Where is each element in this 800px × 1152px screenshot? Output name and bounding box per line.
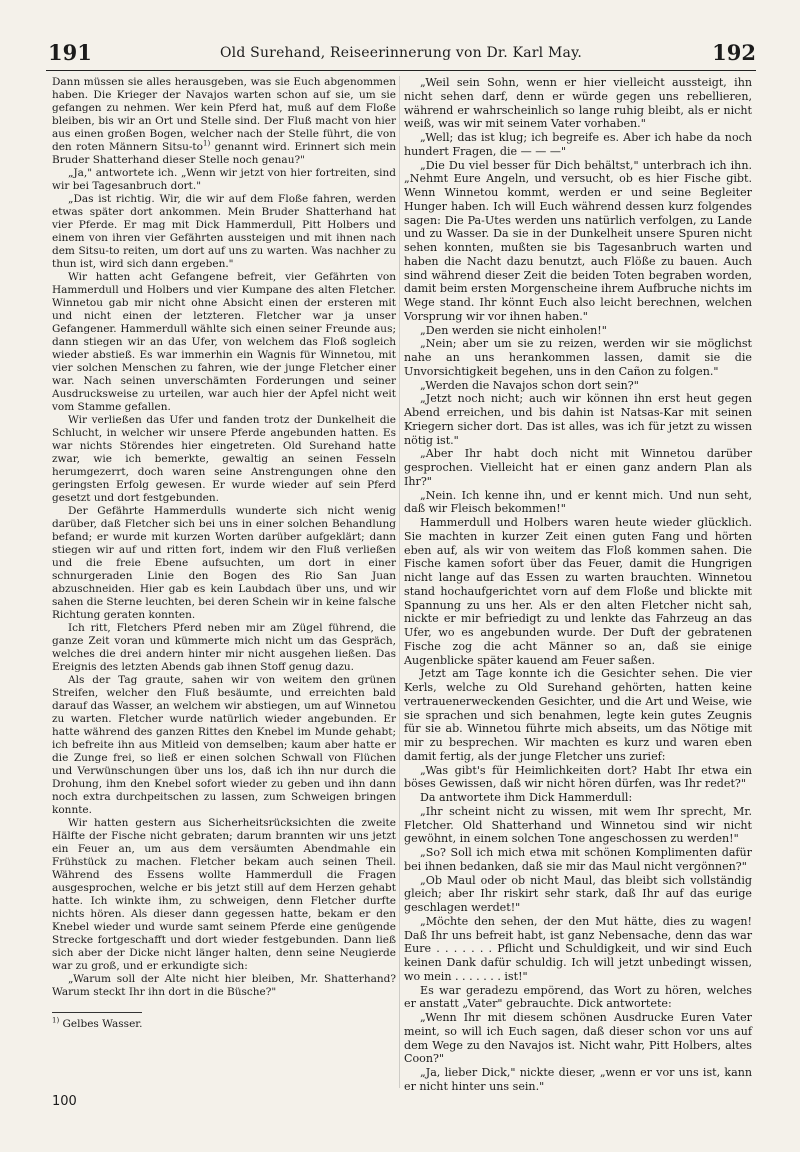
footnote-marker: 1) bbox=[202, 139, 211, 148]
paragraph: „Ihr scheint nicht zu wissen, mit wem Ihr sprecht, Mr. Fletcher. Old Shatterhand und Winnetou sind wir nicht gewöhnt, in einem solchen Tone angeschossen zu werden!" bbox=[404, 804, 752, 846]
paragraph: „Ob Maul oder ob nicht Maul, das bleibt sich vollständig gleich; aber Ihr riskirt sehr stark, daß Ihr auf das eurige geschlagen werdet!" bbox=[404, 873, 752, 914]
footnote-number: 1) bbox=[52, 1016, 60, 1025]
page-number-left: 191 bbox=[48, 40, 92, 65]
paragraph: „Was gibt's für Heimlichkeiten dort? Habt Ihr etwa ein böses Gewissen, daß wir nicht hören dürfen, was Ihr redet?" bbox=[404, 763, 752, 791]
running-title: Old Surehand, Reiseerinnerung von Dr. Karl May. bbox=[220, 45, 582, 61]
paragraph: Da antwortete ihm Dick Hammerdull: bbox=[420, 791, 633, 804]
paragraph: Jetzt am Tage konnte ich die Gesichter sehen. Die vier Kerls, welche zu Old Surehand gehörten, hatten keine vertrauenerweckenden Gesichter, und die Art und Weise, wie sie sprachen und sich benahmen, legte kein gutes Zeugnis für sie ab. Winnetou führte mich abseits, um das Nötige mit mir zu besprechen. Wir machten es kurz und waren eben damit fertig, als der junge Fletcher uns zurief: bbox=[404, 667, 752, 763]
paragraph: „Weil sein Sohn, wenn er hier vielleicht aussteigt, ihn nicht sehen darf, denn er würde gegen uns rebellieren, während er wahrscheinlich so lange ruhig bleibt, als er nicht weiß, was wir mit seinem Vater vorhaben." bbox=[404, 76, 752, 131]
footnote-text: Gelbes Wasser. bbox=[59, 1018, 143, 1030]
paragraph: „Ja," antwortete ich. „Wenn wir jetzt von hier fortreiten, sind wir bei Tagesanbruch dort." bbox=[52, 167, 396, 192]
paragraph: „Das ist richtig. Wir, die wir auf dem Floße fahren, werden etwas später dort ankommen. Mein Bruder Shatterhand hat vier Pferde. Er mag mit Dick Hammerdull, Pitt Holbers und einem von ihren vier Gefährten aussteigen und mit ihnen nach dem Sitsu-to reiten, um dort auf uns zu warten. Was nachher zu thun ist, wird sich dann ergeben." bbox=[52, 193, 396, 270]
paragraph: Hammerdull und Holbers waren heute wieder glücklich. Sie machten in kurzer Zeit einen guten Fang und hörten eben auf, als wir von weitem das Floß kommen sahen. Die Fische kamen sofort über das Feuer, damit die Hungrigen nicht lange auf das Essen zu warten brauchten. Winnetou stand hochaufgerichtet vorn auf dem Floße und blickte mit Spannung zu uns her. Als er den alten Fletcher nicht sah, nickte er mir befriedigt zu und lenkte das Fahrzeug an das Ufer, wo es angebunden wurde. Der Duft der gebratenen Fische zog die acht Männer so an, daß sie einige Augenblicke später kauend am Feuer saßen. bbox=[404, 516, 752, 667]
paragraph: „Ja, lieber Dick," nickte dieser, „wenn er vor uns ist, kann er nicht hinter uns sein." bbox=[404, 1066, 752, 1093]
paragraph: Es war geradezu empörend, das Wort zu hören, welches er anstatt „Vater" gebrauchte. Dick antwortete: bbox=[404, 983, 752, 1011]
text-column-left bbox=[52, 76, 396, 999]
paragraph: „Werden die Navajos schon dort sein?" bbox=[420, 378, 639, 392]
paragraph: „Die Du viel besser für Dich behältst," unterbrach ich ihn. „Nehmt Eure Angeln, und versucht, ob es hier Fische gibt. Wenn Winnetou kommt, werden er und seine Begleiter Hunger haben. Ich will Euch während dessen kurz folgendes sagen: Die Pa-Utes werden uns natürlich verfolgen, zu Lande und zu Wasser. Da sie in der Dunkelheit unsere Spuren nicht sehen konnten, mußten sie bis Tagesanbruch warten und haben die Nacht dazu benutzt, auch Flöße zu bauen. Auch sind während dieser Zeit die beiden Toten begraben worden, damit beim ersten Morgenscheine ihrem Aufbruche nichts im Wege stand. Ihr könnt Euch also leicht berechnen, welchen Vorsprung wir vor ihnen haben." bbox=[404, 158, 752, 323]
paragraph: Wir hatten acht Gefangene befreit, vier Gefährten von Hammerdull und Holbers und vier Kumpane des alten Fletcher. Winnetou gab mir nicht ohne Absicht einen der ersteren mit und nicht einen der letzteren. Fletcher war ja unser Gefangener. Hammerdull wählte sich einen seiner Freunde aus; dann stiegen wir an das Ufer, von welchem das Floß sogleich wieder abstieß. Es war immerhin ein Wagnis für Winnetou, mit vier solchen Menschen zu fahren, wie der junge Fletcher einer war. Nach seinen unverschämten Forderungen und seiner Ausdrucksweise zu urteilen, war auch hier der Apfel nicht weit vom Stamme gefallen. bbox=[52, 271, 396, 413]
paragraph-text: Dann müssen sie alles herausgeben, was sie Euch abgenommen haben. Die Krieger der Navajos warten schon auf sie, um sie gefangen zu nehmen. Wer kein Pferd hat, muß auf dem Floße bleiben, bis wir an Ort und Stelle sind. Der Fluß macht von hier aus einen großen Bogen, welcher nach der Stelle führt, die von den roten Männern Sitsu-to bbox=[52, 76, 396, 153]
folio-number: 100 bbox=[52, 1094, 77, 1109]
paragraph: „So? Soll ich mich etwa mit schönen Komplimenten dafür bei ihnen bedanken, daß sie mir das Maul nicht vergönnen?" bbox=[404, 846, 752, 873]
paragraph: „Well; das ist klug; ich begreife es. Aber ich habe da noch hundert Fragen, die — — —" bbox=[404, 131, 752, 158]
paragraph: Als der Tag graute, sahen wir von weitem den grünen Streifen, welcher den Fluß besäumte, und erreichten bald darauf das Wasser, an welchem wir abstiegen, um auf Winnetou zu warten. Fletcher wurde natürlich wieder angebunden. Er hatte während des ganzen Rittes den Knebel im Munde gehabt; ich befreite ihn aus Mitleid von demselben; kaum aber hatte er die Zunge frei, so ließ er einen solchen Schwall von Flüchen und Verwünschungen über uns los, daß ich ihn nur durch die Drohung, ihm den Knebel sofort wieder zu geben und ihn dann noch extra durchpeitschen zu lassen, zum Schweigen bringen konnte. bbox=[52, 674, 396, 816]
paragraph: „Wenn Ihr mit diesem schönen Ausdrucke Euren Vater meint, so will ich Euch sagen, daß dieser schon vor uns auf dem Wege zu den Navajos ist. Nicht wahr, Pitt Holbers, altes Coon?" bbox=[404, 1011, 752, 1066]
paragraph: „Nein. Ich kenne ihn, und er kennt mich. Und nun seht, daß wir Fleisch bekommen!" bbox=[404, 488, 752, 516]
paragraph: „Jetzt noch nicht; auch wir können ihn erst heut gegen Abend erreichen, und bis dahin ist Natsas-Kar mit seinen Kriegern sicher dort. Das ist alles, was ich für jetzt zu wissen nötig ist." bbox=[404, 392, 752, 447]
page-number-right: 192 bbox=[712, 40, 756, 65]
paragraph: „Nein; aber um sie zu reizen, werden wir sie möglichst nahe an uns herankommen lassen, damit sie die Unvorsichtigkeit begehen, uns in den Cañon zu folgen." bbox=[404, 337, 752, 378]
paragraph: „Möchte den sehen, der den Mut hätte, dies zu wagen! Daß Ihr uns befreit habt, ist ganz Nebensache, denn das war Eure . . . . . . . Pflicht und Schuldigkeit, und wir sind Euch keinen Dank dafür schuldig. Ich will jetzt unbedingt wissen, wo mein . . . . . . . ist!" bbox=[404, 914, 752, 983]
column-divider bbox=[399, 76, 400, 1088]
paragraph: „Aber Ihr habt doch nicht mit Winnetou darüber gesprochen. Vielleicht hat er einen ganz andern Plan als Ihr?" bbox=[404, 447, 752, 488]
paragraph: „Den werden sie nicht einholen!" bbox=[420, 323, 607, 337]
footnote bbox=[52, 1018, 142, 1031]
paragraph: Wir verließen das Ufer und fanden trotz der Dunkelheit die Schlucht, in welcher wir unsere Pferde angebunden hatten. Es war nichts Störendes hier eingetreten. Old Surehand hatte zwar, wie ich bemerkte, gewaltig an seinen Fesseln herumgezerrt, doch waren seine Anstrengungen ohne den geringsten Erfolg gewesen. Er wurde wieder auf sein Pferd gesetzt und dort festgebunden. bbox=[52, 414, 396, 504]
paragraph bbox=[52, 76, 396, 167]
text-column-right bbox=[404, 76, 752, 1094]
page-header bbox=[46, 40, 756, 71]
paragraph: Wir hatten gestern aus Sicherheitsrücksichten die zweite Hälfte der Fische nicht gebraten; darum brannten wir uns jetzt ein Feuer an, um aus dem versäumten Abendmahle ein Frühstück zu machen. Fletcher bekam auch seinen Theil. Während des Essens wollte Hammerdull die Fragen ausgesprochen, welche er bis jetzt still auf dem Herzen gehabt hatte. Ich winkte ihm, zu schweigen, denn Fletcher durfte nichts hören. Als dieser dann gegessen hatte, bekam er den Knebel wieder und wurde samt seinem Pferde eine genügende Strecke fortgeschafft und dort wieder festgebunden. Dann ließ sich aber der Dicke nicht länger halten, denn seine Neugierde war zu groß, und er erkundigte sich: bbox=[52, 817, 396, 972]
paragraph: „Warum soll der Alte nicht hier bleiben, Mr. Shatterhand? Warum steckt Ihr ihn dort in die Büsche?" bbox=[52, 973, 396, 998]
paragraph: Ich ritt, Fletchers Pferd neben mir am Zügel führend, die ganze Zeit voran und kümmerte mich nicht um das Gespräch, welches die drei andern hinter mir nicht ausgehen ließen. Das Ereignis des letzten Abends gab ihnen Stoff genug dazu. bbox=[52, 622, 396, 673]
paragraph-text: genannt wird. Erinnert sich mein Bruder Shatterhand dieser Stelle noch genau?" bbox=[52, 141, 396, 166]
footnote-rule bbox=[52, 1012, 142, 1013]
paragraph: Der Gefährte Hammerdulls wunderte sich nicht wenig darüber, daß Fletcher sich bei uns in einer solchen Behandlung befand; er wurde mit kurzen Worten darüber aufgeklärt; dann stiegen wir auf und ritten fort, indem wir den Fluß verließen und die freie Ebene aufsuchten, um dort in einer schnurgeraden Linie den Bogen des Rio San Juan abzuschneiden. Hier gab es kein Laubdach über uns, und wir sahen die Sterne leuchten, bei deren Schein wir in keine falsche Richtung geraten konnten. bbox=[52, 505, 396, 621]
